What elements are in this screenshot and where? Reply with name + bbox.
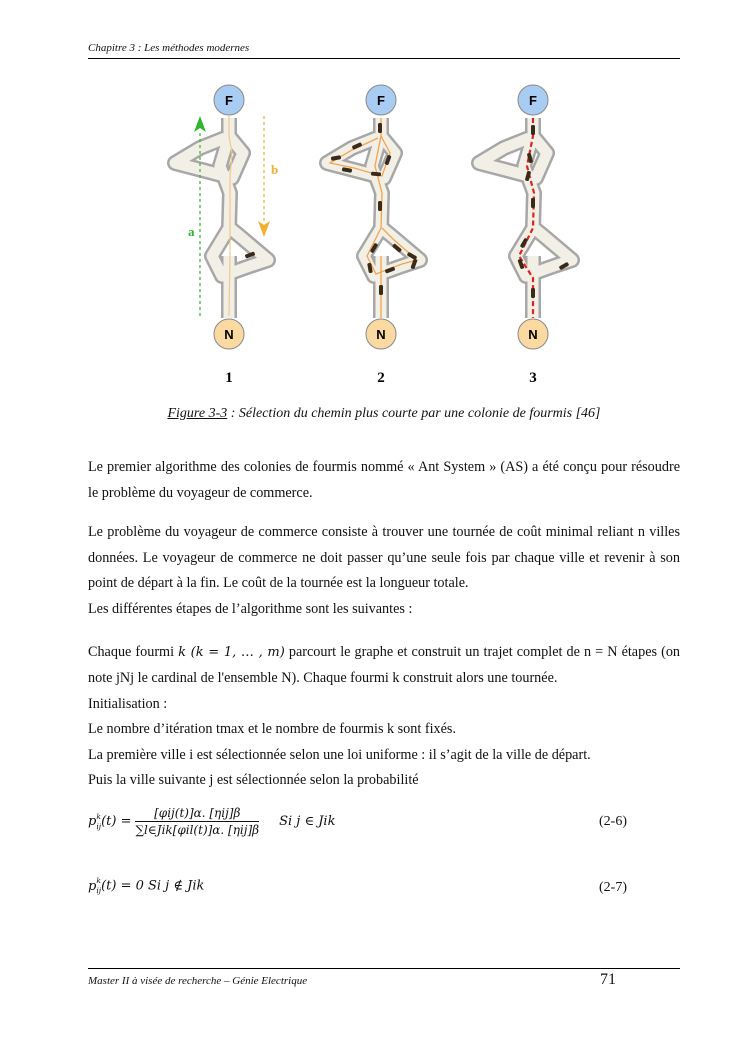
- node-n-label: N: [224, 327, 234, 342]
- caption-text: : Sélection du chemin plus courte par une colonie de fourmis [46]: [227, 406, 601, 421]
- p3-post: parcourt le graphe et construit un trajet complet de n = N étapes (on note jNj le cardinal de l'ensemble N). Chaque fourmi k construit alors une tournée.: [88, 644, 681, 686]
- ant: [378, 123, 382, 133]
- ant-colony-figure: [150, 78, 590, 396]
- eq2-lhs: p k ij: [88, 876, 102, 895]
- first-city-line: La première ville i est sélectionnée selon une loi uniforme : il s’agit de la ville de départ.: [88, 747, 591, 763]
- panel-1: [175, 85, 278, 386]
- ant: [531, 288, 535, 298]
- page-footer: [88, 968, 680, 988]
- eq2-number: (2-7): [599, 880, 627, 895]
- panel-2: [327, 85, 420, 386]
- label-b: b: [271, 162, 279, 177]
- eq1-denominator: ∑l∈Jik[φil(t)]α. [ηij]β: [135, 823, 260, 837]
- eq2-rest: (t) = 0 Si j ∉ Jik: [101, 878, 205, 894]
- ant: [531, 125, 535, 135]
- panel-label: 3: [529, 370, 537, 386]
- steps-line: Les différentes étapes de l’algorithme sont les suivantes :: [88, 601, 413, 617]
- paragraph-3: [88, 640, 680, 691]
- paragraph-1: Le premier algorithme des colonies de fourmis nommé « Ant System » (AS) a été conçu pour résoudre le problème du voyageur de commerce.: [88, 459, 680, 501]
- p3-pre: Chaque fourmi: [88, 644, 179, 660]
- eq1-fraction: [135, 806, 259, 837]
- ant: [531, 198, 535, 208]
- panel-label: 1: [225, 370, 233, 386]
- node-f-label: F: [225, 93, 233, 108]
- p3-math: k (k = 1, … , m): [178, 645, 285, 660]
- label-a: a: [188, 224, 195, 239]
- next-city-line: Puis la ville suivante j est sélectionnée selon la probabilité: [88, 772, 419, 788]
- eq1-number: (2-6): [599, 814, 627, 829]
- equation-2-6: [88, 800, 680, 850]
- ant: [378, 201, 382, 211]
- arrow-a-head: [194, 116, 206, 132]
- footer-text: Master II à visée de recherche – Génie Electrique: [88, 975, 308, 987]
- arrow-b-head: [258, 221, 270, 237]
- node-n-label: N: [376, 327, 386, 342]
- figure-caption: [88, 406, 680, 422]
- node-f-label: F: [529, 93, 537, 108]
- page-number: 71: [600, 971, 616, 988]
- page-header: Chapitre 3 : Les méthodes modernes: [88, 42, 680, 59]
- node-n-label: N: [528, 327, 538, 342]
- equation-2-7: [88, 872, 680, 922]
- panel-3: [479, 85, 572, 386]
- init-line: Initialisation :: [88, 696, 168, 712]
- panel-label: 2: [377, 370, 385, 386]
- eq1-condition: Si j ∈ Jik: [279, 814, 336, 830]
- ant: [379, 285, 383, 295]
- eq1-lhs: p k ij (t) =: [88, 811, 132, 831]
- tmax-line: Le nombre d’itération tmax et le nombre de fourmis k sont fixés.: [88, 721, 456, 737]
- node-f-label: F: [377, 93, 385, 108]
- figure-ref: Figure 3-3: [167, 406, 228, 421]
- eq1-numerator: [φij(t)]α. [ηij]β: [135, 806, 259, 822]
- paragraph-2: Le problème du voyageur de commerce consiste à trouver une tournée de coût minimal reliant n villes données. Le voyageur de commerce ne doit passer qu’une seule fois par chaque ville et revenir à son point de départ à la fin. Le coût de la tournée est la longueur totale.: [88, 524, 680, 591]
